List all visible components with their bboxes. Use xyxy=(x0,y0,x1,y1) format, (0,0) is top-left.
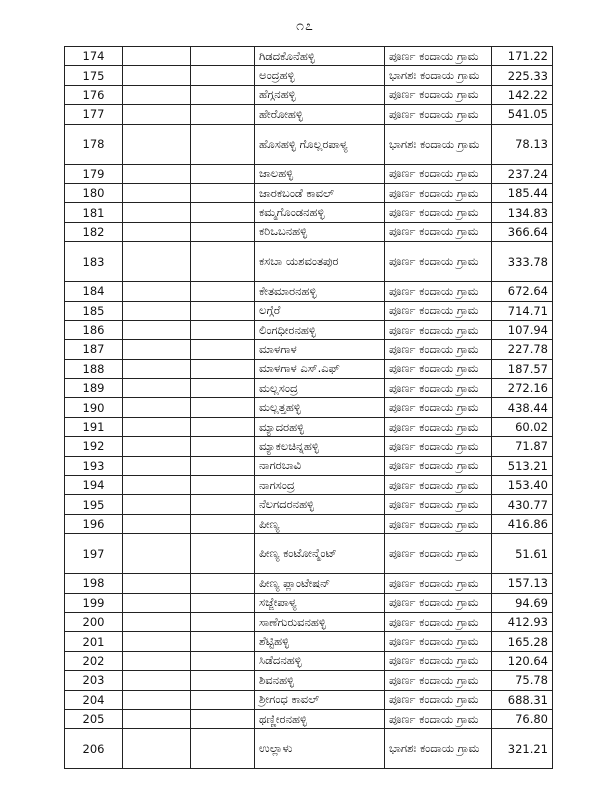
serial-number-cell: 176 xyxy=(65,85,123,104)
village-type-cell: ಪೂರ್ಣ ಕಂದಾಯ ಗ್ರಾಮ xyxy=(385,456,492,475)
area-cell: 75.78 xyxy=(492,671,553,690)
area-cell: 412.93 xyxy=(492,612,553,631)
serial-number-cell: 206 xyxy=(65,729,123,769)
blank-cell xyxy=(123,183,191,202)
table-row xyxy=(65,124,553,164)
blank-cell xyxy=(123,456,191,475)
blank-cell xyxy=(123,690,191,709)
village-type-cell: ಪೂರ್ಣ ಕಂದಾಯ ಗ್ರಾಮ xyxy=(385,476,492,495)
blank-cell xyxy=(191,85,255,104)
village-type-cell: ಪೂರ್ಣ ಕಂದಾಯ ಗ್ರಾಮ xyxy=(385,164,492,183)
village-type-cell: ಪೂರ್ಣ ಕಂದಾಯ ಗ್ರಾಮ xyxy=(385,632,492,651)
area-cell: 76.80 xyxy=(492,709,553,728)
village-type-cell: ಭಾಗಶಃ ಕಂದಾಯ ಗ್ರಾಮ xyxy=(385,66,492,85)
blank-cell xyxy=(191,203,255,222)
village-name-cell: ನಾಗಸಂದ್ರ xyxy=(255,476,385,495)
table-row xyxy=(65,359,553,378)
village-name-cell: ಹೇರೋಹಳ್ಳಿ xyxy=(255,105,385,124)
blank-cell xyxy=(191,437,255,456)
village-name-cell: ಅಂದ್ರಹಳ್ಳಿ xyxy=(255,66,385,85)
village-type-cell: ಪೂರ್ಣ ಕಂದಾಯ ಗ್ರಾಮ xyxy=(385,534,492,574)
blank-cell xyxy=(123,282,191,301)
area-cell: 714.71 xyxy=(492,301,553,320)
serial-number-cell: 197 xyxy=(65,534,123,574)
village-type-cell: ಪೂರ್ಣ ಕಂದಾಯ ಗ್ರಾಮ xyxy=(385,242,492,282)
area-cell: 153.40 xyxy=(492,476,553,495)
blank-cell xyxy=(191,417,255,436)
village-name-cell: ಉಲ್ಲಾಳು xyxy=(255,729,385,769)
table-row xyxy=(65,301,553,320)
area-cell: 187.57 xyxy=(492,359,553,378)
serial-number-cell: 201 xyxy=(65,632,123,651)
table-row xyxy=(65,203,553,222)
blank-cell xyxy=(191,340,255,359)
serial-number-cell: 187 xyxy=(65,340,123,359)
area-cell: 438.44 xyxy=(492,398,553,417)
table-row xyxy=(65,437,553,456)
area-cell: 165.28 xyxy=(492,632,553,651)
village-name-cell: ಶೆಟ್ಟಿಹಳ್ಳಿ xyxy=(255,632,385,651)
village-type-cell: ಪೂರ್ಣ ಕಂದಾಯ ಗ್ರಾಮ xyxy=(385,612,492,631)
blank-cell xyxy=(191,574,255,593)
area-cell: 272.16 xyxy=(492,379,553,398)
blank-cell xyxy=(191,476,255,495)
table-row xyxy=(65,47,553,66)
village-type-cell: ಪೂರ್ಣ ಕಂದಾಯ ಗ್ರಾಮ xyxy=(385,593,492,612)
village-type-cell: ಪೂರ್ಣ ಕಂದಾಯ ಗ್ರಾಮ xyxy=(385,105,492,124)
serial-number-cell: 194 xyxy=(65,476,123,495)
table-row xyxy=(65,690,553,709)
table-row xyxy=(65,729,553,769)
area-cell: 541.05 xyxy=(492,105,553,124)
blank-cell xyxy=(191,534,255,574)
table-row xyxy=(65,417,553,436)
village-table xyxy=(64,46,553,769)
blank-cell xyxy=(123,359,191,378)
blank-cell xyxy=(191,495,255,514)
blank-cell xyxy=(191,709,255,728)
blank-cell xyxy=(123,417,191,436)
area-cell: 688.31 xyxy=(492,690,553,709)
table-row xyxy=(65,495,553,514)
blank-cell xyxy=(123,124,191,164)
serial-number-cell: 200 xyxy=(65,612,123,631)
area-cell: 157.13 xyxy=(492,574,553,593)
blank-cell xyxy=(191,690,255,709)
village-name-cell: ಸಜ್ಜೇಪಾಳ್ಯ xyxy=(255,593,385,612)
table-row xyxy=(65,456,553,475)
table-row xyxy=(65,593,553,612)
serial-number-cell: 182 xyxy=(65,222,123,241)
area-cell: 227.78 xyxy=(492,340,553,359)
blank-cell xyxy=(123,47,191,66)
village-type-cell: ಪೂರ್ಣ ಕಂದಾಯ ಗ್ರಾಮ xyxy=(385,282,492,301)
blank-cell xyxy=(123,320,191,339)
village-type-cell: ಭಾಗಶಃ ಕಂದಾಯ ಗ್ರಾಮ xyxy=(385,124,492,164)
table-row xyxy=(65,709,553,728)
village-name-cell: ಮಲ್ಲಸಂದ್ರ xyxy=(255,379,385,398)
table-row xyxy=(65,66,553,85)
blank-cell xyxy=(191,301,255,320)
blank-cell xyxy=(191,651,255,670)
blank-cell xyxy=(191,671,255,690)
blank-cell xyxy=(123,379,191,398)
area-cell: 134.83 xyxy=(492,203,553,222)
table-row xyxy=(65,282,553,301)
village-name-cell: ಜಾರಕಬಂಡೆ ಕಾವಲ್ xyxy=(255,183,385,202)
area-cell: 513.21 xyxy=(492,456,553,475)
village-name-cell: ಕೇತಮಾರನಹಳ್ಳಿ xyxy=(255,282,385,301)
village-name-cell: ಜಾಲಹಳ್ಳಿ xyxy=(255,164,385,183)
serial-number-cell: 180 xyxy=(65,183,123,202)
village-type-cell: ಪೂರ್ಣ ಕಂದಾಯ ಗ್ರಾಮ xyxy=(385,574,492,593)
village-type-cell: ಪೂರ್ಣ ಕಂದಾಯ ಗ್ರಾಮ xyxy=(385,709,492,728)
village-name-cell: ನಾಗರಬಾವಿ xyxy=(255,456,385,475)
village-type-cell: ಪೂರ್ಣ ಕಂದಾಯ ಗ್ರಾಮ xyxy=(385,183,492,202)
area-cell: 321.21 xyxy=(492,729,553,769)
serial-number-cell: 179 xyxy=(65,164,123,183)
village-type-cell: ಪೂರ್ಣ ಕಂದಾಯ ಗ್ರಾಮ xyxy=(385,671,492,690)
area-cell: 672.64 xyxy=(492,282,553,301)
blank-cell xyxy=(191,164,255,183)
blank-cell xyxy=(191,379,255,398)
serial-number-cell: 192 xyxy=(65,437,123,456)
blank-cell xyxy=(191,593,255,612)
table-row xyxy=(65,85,553,104)
table-row xyxy=(65,105,553,124)
blank-cell xyxy=(123,222,191,241)
table-row xyxy=(65,671,553,690)
blank-cell xyxy=(191,222,255,241)
blank-cell xyxy=(191,729,255,769)
serial-number-cell: 195 xyxy=(65,495,123,514)
page-number: ೧೭ xyxy=(296,18,314,34)
table-row xyxy=(65,183,553,202)
blank-cell xyxy=(191,359,255,378)
serial-number-cell: 196 xyxy=(65,514,123,533)
serial-number-cell: 189 xyxy=(65,379,123,398)
area-cell: 78.13 xyxy=(492,124,553,164)
village-name-cell: ಗಿಡದಕೊನೆಹಳ್ಳಿ xyxy=(255,47,385,66)
table-row xyxy=(65,340,553,359)
blank-cell xyxy=(123,203,191,222)
village-name-cell: ಮ್ಯಾದರಹಳ್ಳಿ xyxy=(255,417,385,436)
village-type-cell: ಪೂರ್ಣ ಕಂದಾಯ ಗ್ರಾಮ xyxy=(385,359,492,378)
area-cell: 71.87 xyxy=(492,437,553,456)
blank-cell xyxy=(191,320,255,339)
serial-number-cell: 183 xyxy=(65,242,123,282)
village-name-cell: ಸಿಡೆದನಹಳ್ಳಿ xyxy=(255,651,385,670)
blank-cell xyxy=(123,651,191,670)
table-row xyxy=(65,574,553,593)
serial-number-cell: 203 xyxy=(65,671,123,690)
blank-cell xyxy=(191,183,255,202)
table-row xyxy=(65,222,553,241)
blank-cell xyxy=(191,66,255,85)
blank-cell xyxy=(123,495,191,514)
village-type-cell: ಪೂರ್ಣ ಕಂದಾಯ ಗ್ರಾಮ xyxy=(385,437,492,456)
blank-cell xyxy=(123,574,191,593)
serial-number-cell: 177 xyxy=(65,105,123,124)
blank-cell xyxy=(191,632,255,651)
serial-number-cell: 198 xyxy=(65,574,123,593)
blank-cell xyxy=(123,593,191,612)
village-name-cell: ಥಣ್ಣೀರನಹಳ್ಳಿ xyxy=(255,709,385,728)
blank-cell xyxy=(123,340,191,359)
village-type-cell: ಪೂರ್ಣ ಕಂದಾಯ ಗ್ರಾಮ xyxy=(385,379,492,398)
area-cell: 142.22 xyxy=(492,85,553,104)
serial-number-cell: 202 xyxy=(65,651,123,670)
blank-cell xyxy=(123,85,191,104)
village-name-cell: ಪೀಣ್ಯ ಪ್ಲಾಂಟೇಷನ್ xyxy=(255,574,385,593)
blank-cell xyxy=(191,282,255,301)
serial-number-cell: 186 xyxy=(65,320,123,339)
serial-number-cell: 185 xyxy=(65,301,123,320)
village-type-cell: ಪೂರ್ಣ ಕಂದಾಯ ಗ್ರಾಮ xyxy=(385,301,492,320)
table-body xyxy=(65,47,553,769)
table-row xyxy=(65,632,553,651)
area-cell: 51.61 xyxy=(492,534,553,574)
village-name-cell: ಹೊಸಹಳ್ಳಿ ಗೊಲ್ಲರಪಾಳ್ಯ xyxy=(255,124,385,164)
area-cell: 430.77 xyxy=(492,495,553,514)
village-type-cell: ಪೂರ್ಣ ಕಂದಾಯ ಗ್ರಾಮ xyxy=(385,85,492,104)
serial-number-cell: 178 xyxy=(65,124,123,164)
village-name-cell: ಸಾಣೆಗುರುವನಹಳ್ಳಿ xyxy=(255,612,385,631)
village-type-cell: ಪೂರ್ಣ ಕಂದಾಯ ಗ್ರಾಮ xyxy=(385,417,492,436)
village-name-cell: ಶ್ರೀಗಂಧ ಕಾವಲ್ xyxy=(255,690,385,709)
serial-number-cell: 193 xyxy=(65,456,123,475)
blank-cell xyxy=(123,709,191,728)
area-cell: 60.02 xyxy=(492,417,553,436)
village-name-cell: ಮಾಳಗಾಳ xyxy=(255,340,385,359)
village-name-cell: ಹೆಗ್ಗನಹಳ್ಳಿ xyxy=(255,85,385,104)
table-row xyxy=(65,320,553,339)
blank-cell xyxy=(123,242,191,282)
area-cell: 107.94 xyxy=(492,320,553,339)
table-row xyxy=(65,612,553,631)
area-cell: 185.44 xyxy=(492,183,553,202)
serial-number-cell: 188 xyxy=(65,359,123,378)
village-name-cell: ಕರಿಒಬನಹಳ್ಳಿ xyxy=(255,222,385,241)
table-row xyxy=(65,534,553,574)
blank-cell xyxy=(191,456,255,475)
serial-number-cell: 184 xyxy=(65,282,123,301)
blank-cell xyxy=(123,301,191,320)
area-cell: 416.86 xyxy=(492,514,553,533)
table-row xyxy=(65,379,553,398)
village-name-cell: ಮ್ಯಾಕಲಚಿನ್ನಹಳ್ಳಿ xyxy=(255,437,385,456)
blank-cell xyxy=(123,105,191,124)
village-type-cell: ಪೂರ್ಣ ಕಂದಾಯ ಗ್ರಾಮ xyxy=(385,47,492,66)
blank-cell xyxy=(123,514,191,533)
serial-number-cell: 204 xyxy=(65,690,123,709)
blank-cell xyxy=(123,729,191,769)
blank-cell xyxy=(191,612,255,631)
area-cell: 225.33 xyxy=(492,66,553,85)
village-type-cell: ಪೂರ್ಣ ಕಂದಾಯ ಗ್ರಾಮ xyxy=(385,340,492,359)
blank-cell xyxy=(191,105,255,124)
village-type-cell: ಪೂರ್ಣ ಕಂದಾಯ ಗ್ರಾಮ xyxy=(385,398,492,417)
serial-number-cell: 175 xyxy=(65,66,123,85)
blank-cell xyxy=(123,164,191,183)
village-name-cell: ಕಮ್ಮಗೊಂಡನಹಳ್ಳಿ xyxy=(255,203,385,222)
village-name-cell: ಪೀಣ್ಯ ಕಂಟೋನ್ಮೆಂಟ್ xyxy=(255,534,385,574)
blank-cell xyxy=(191,242,255,282)
serial-number-cell: 191 xyxy=(65,417,123,436)
blank-cell xyxy=(191,514,255,533)
blank-cell xyxy=(123,612,191,631)
village-name-cell: ಪೀಣ್ಯ xyxy=(255,514,385,533)
village-name-cell: ಶಿವನಹಳ್ಳಿ xyxy=(255,671,385,690)
serial-number-cell: 199 xyxy=(65,593,123,612)
table-row xyxy=(65,242,553,282)
village-name-cell: ನೆಲಗದರನಹಳ್ಳಿ xyxy=(255,495,385,514)
area-cell: 120.64 xyxy=(492,651,553,670)
village-type-cell: ಪೂರ್ಣ ಕಂದಾಯ ಗ್ರಾಮ xyxy=(385,495,492,514)
blank-cell xyxy=(191,47,255,66)
serial-number-cell: 205 xyxy=(65,709,123,728)
village-type-cell: ಪೂರ್ಣ ಕಂದಾಯ ಗ್ರಾಮ xyxy=(385,320,492,339)
village-name-cell: ಲಗ್ಗೆರೆ xyxy=(255,301,385,320)
blank-cell xyxy=(123,534,191,574)
blank-cell xyxy=(191,124,255,164)
table-row xyxy=(65,398,553,417)
area-cell: 366.64 xyxy=(492,222,553,241)
serial-number-cell: 190 xyxy=(65,398,123,417)
village-type-cell: ಪೂರ್ಣ ಕಂದಾಯ ಗ್ರಾಮ xyxy=(385,203,492,222)
village-name-cell: ಲಿಂಗಧೀರನಹಳ್ಳಿ xyxy=(255,320,385,339)
area-cell: 333.78 xyxy=(492,242,553,282)
blank-cell xyxy=(123,437,191,456)
village-type-cell: ಪೂರ್ಣ ಕಂದಾಯ ಗ್ರಾಮ xyxy=(385,514,492,533)
area-cell: 237.24 xyxy=(492,164,553,183)
table-row xyxy=(65,514,553,533)
blank-cell xyxy=(191,398,255,417)
serial-number-cell: 181 xyxy=(65,203,123,222)
table-row xyxy=(65,164,553,183)
area-cell: 171.22 xyxy=(492,47,553,66)
village-type-cell: ಪೂರ್ಣ ಕಂದಾಯ ಗ್ರಾಮ xyxy=(385,651,492,670)
blank-cell xyxy=(123,66,191,85)
area-cell: 94.69 xyxy=(492,593,553,612)
blank-cell xyxy=(123,632,191,651)
blank-cell xyxy=(123,398,191,417)
village-type-cell: ಪೂರ್ಣ ಕಂದಾಯ ಗ್ರಾಮ xyxy=(385,690,492,709)
table-row xyxy=(65,651,553,670)
village-name-cell: ಕಸಬಾ ಯಶವಂತಪುರ xyxy=(255,242,385,282)
table-row xyxy=(65,476,553,495)
blank-cell xyxy=(123,671,191,690)
village-name-cell: ಮಾಳಗಾಳ ಎಸ್.ಎಫ್ xyxy=(255,359,385,378)
serial-number-cell: 174 xyxy=(65,47,123,66)
blank-cell xyxy=(123,476,191,495)
village-type-cell: ಪೂರ್ಣ ಕಂದಾಯ ಗ್ರಾಮ xyxy=(385,222,492,241)
village-type-cell: ಭಾಗಶಃ ಕಂದಾಯ ಗ್ರಾಮ xyxy=(385,729,492,769)
village-name-cell: ಮಲ್ಲತ್ತಹಳ್ಳಿ xyxy=(255,398,385,417)
